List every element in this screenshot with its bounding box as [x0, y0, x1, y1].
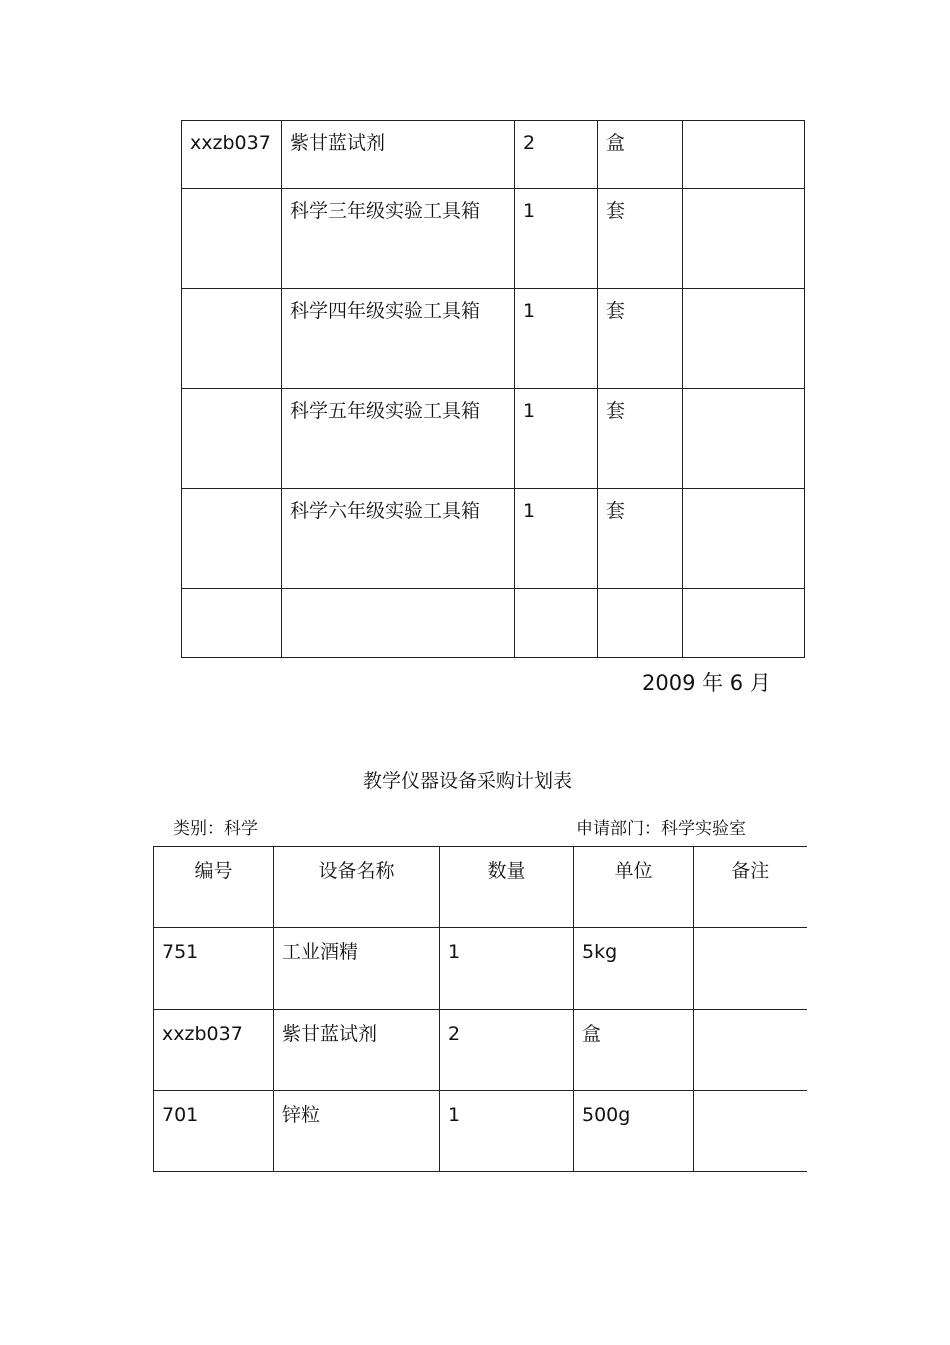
- header-name: 设备名称: [274, 847, 440, 928]
- cell-unit: 盒: [598, 121, 683, 189]
- cell-code: [182, 589, 282, 658]
- cell-quantity: 2: [440, 1010, 574, 1091]
- table-row: [154, 1010, 807, 1091]
- cell-name: 紫甘蓝试剂: [274, 1010, 440, 1091]
- table-row: [182, 589, 805, 658]
- category-label: 类别：科学: [173, 819, 258, 839]
- cell-quantity: 1: [440, 1091, 574, 1172]
- table-row: [182, 289, 805, 389]
- cell-unit: 500g: [574, 1091, 694, 1172]
- cell-code: [182, 389, 282, 489]
- cell-note: [683, 489, 805, 589]
- cell-note: [683, 589, 805, 658]
- equipment-table-continued: [181, 120, 805, 658]
- cell-note: [694, 928, 807, 1010]
- table-row: [182, 389, 805, 489]
- cell-name: 科学四年级实验工具箱: [282, 289, 515, 389]
- cell-name: [282, 589, 515, 658]
- cell-quantity: 2: [515, 121, 598, 189]
- cell-unit: 套: [598, 289, 683, 389]
- document-date: 2009 年 6 月: [642, 671, 771, 695]
- cell-name: 科学三年级实验工具箱: [282, 189, 515, 289]
- cell-quantity: 1: [515, 389, 598, 489]
- cell-unit: [598, 589, 683, 658]
- page-title: 教学仪器设备采购计划表: [362, 770, 572, 792]
- table-header-row: [154, 847, 807, 928]
- cell-unit: 套: [598, 389, 683, 489]
- cell-note: [683, 289, 805, 389]
- department-label: 申请部门：科学实验室: [576, 819, 746, 839]
- table-row: [154, 928, 807, 1010]
- cell-name: 锌粒: [274, 1091, 440, 1172]
- cell-unit: 5kg: [574, 928, 694, 1010]
- cell-code: xxzb037: [182, 121, 282, 189]
- header-quantity: 数量: [440, 847, 574, 928]
- cell-note: [683, 189, 805, 289]
- cell-code: xxzb037: [154, 1010, 274, 1091]
- cell-quantity: [515, 589, 598, 658]
- cell-code: 701: [154, 1091, 274, 1172]
- cell-name: 紫甘蓝试剂: [282, 121, 515, 189]
- cell-name: 科学五年级实验工具箱: [282, 389, 515, 489]
- cell-note: [683, 121, 805, 189]
- cell-note: [694, 1091, 807, 1172]
- cell-note: [683, 389, 805, 489]
- cell-quantity: 1: [515, 189, 598, 289]
- cell-quantity: 1: [440, 928, 574, 1010]
- cell-quantity: 1: [515, 489, 598, 589]
- cell-unit: 套: [598, 489, 683, 589]
- cell-unit: 套: [598, 189, 683, 289]
- table-row: [182, 489, 805, 589]
- header-code: 编号: [154, 847, 274, 928]
- cell-code: [182, 489, 282, 589]
- cell-quantity: 1: [515, 289, 598, 389]
- equipment-purchase-table: [153, 846, 807, 1172]
- header-note: 备注: [694, 847, 807, 928]
- cell-name: 工业酒精: [274, 928, 440, 1010]
- cell-code: [182, 189, 282, 289]
- table-row: [154, 1091, 807, 1172]
- cell-unit: 盒: [574, 1010, 694, 1091]
- table-row: [182, 121, 805, 189]
- table-row: [182, 189, 805, 289]
- header-unit: 单位: [574, 847, 694, 928]
- cell-name: 科学六年级实验工具箱: [282, 489, 515, 589]
- cell-code: [182, 289, 282, 389]
- cell-note: [694, 1010, 807, 1091]
- cell-code: 751: [154, 928, 274, 1010]
